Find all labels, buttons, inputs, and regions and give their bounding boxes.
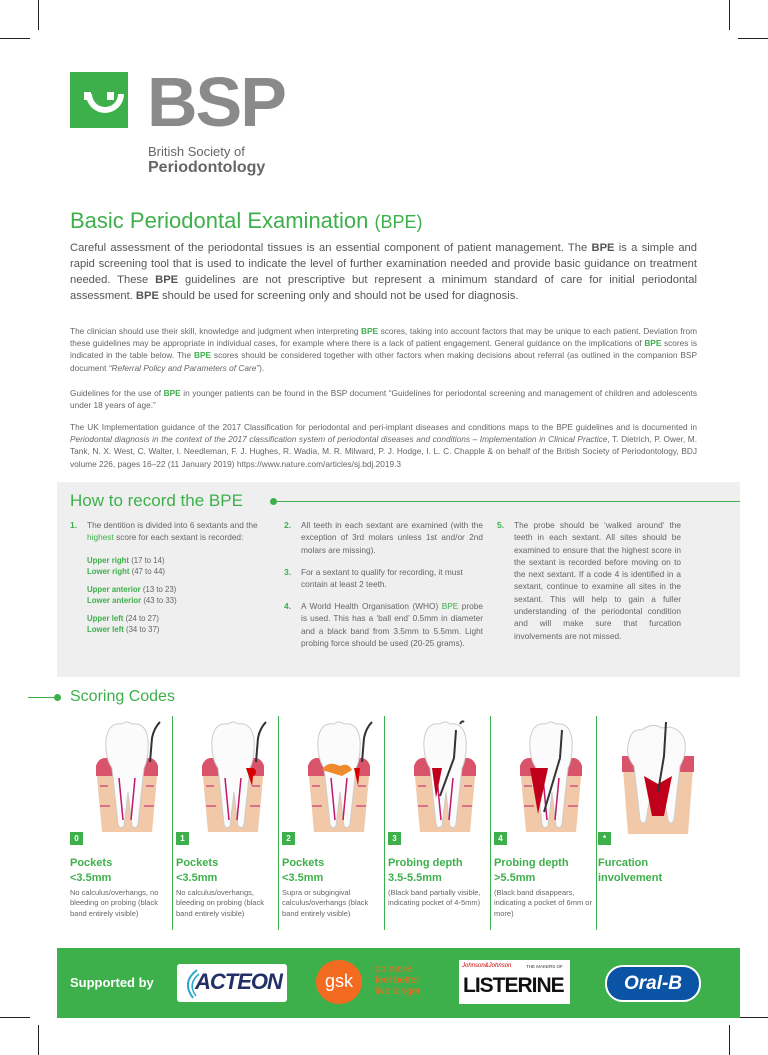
crop-mark xyxy=(38,0,39,30)
column-divider xyxy=(384,716,385,930)
record-item-4: A World Health Organisation (WHO) BPE probe is used. This has a ‘ball end’ 0.5mm in diameter and a black band from 3.5mm to 5.5mm. Light probing force should be used (20-25 grams). xyxy=(301,601,483,648)
item-number: 2. xyxy=(284,520,292,530)
column-divider xyxy=(596,716,597,930)
scoring-title: Scoring Codes xyxy=(70,688,175,705)
bsp-logo-icon xyxy=(70,72,128,128)
item-number: 5. xyxy=(497,520,505,530)
code-badge: 4 xyxy=(494,832,507,845)
item-number: 4. xyxy=(284,601,292,611)
code-title: Probing depth >5.5mm xyxy=(494,857,569,884)
crop-mark xyxy=(0,38,30,39)
column-divider xyxy=(172,716,173,930)
column-divider xyxy=(278,716,279,930)
crop-mark xyxy=(729,0,730,30)
supported-by-label: Supported by xyxy=(70,975,154,990)
tooth-code-2-illustration xyxy=(300,716,380,839)
code-title: Pockets <3.5mm xyxy=(282,857,325,884)
crop-mark xyxy=(38,1025,39,1055)
code-title: Pockets <3.5mm xyxy=(176,857,219,884)
crop-mark xyxy=(738,1017,768,1018)
item-number: 1. xyxy=(70,520,78,530)
page-title: Basic Periodontal Examination (BPE) xyxy=(70,208,423,233)
divider-line xyxy=(274,501,740,502)
sextant-list-a: Upper right (17 to 14) Lower right (47 to 44) xyxy=(87,556,165,576)
crop-mark xyxy=(0,1017,30,1018)
code-description: Supra or subgingival calculus/overhangs (black band entirely visible) xyxy=(282,888,369,918)
listerine-logo: Johnson&Johnson THE MAKERS OF LISTERINE xyxy=(459,960,570,1004)
logo-abbr: BSP xyxy=(147,63,285,141)
code-description: No calculus/overhangs, bleeding on probing (black band entirely visible) xyxy=(176,888,264,918)
sextant-list-c: Upper left (24 to 27) Lower left (34 to 37) xyxy=(87,614,160,634)
tooth-code-3-illustration xyxy=(406,716,486,839)
title-abbr: (BPE) xyxy=(374,212,423,232)
tooth-furcation-illustration xyxy=(618,716,698,839)
code-title: Probing depth 3.5-5.5mm xyxy=(388,857,463,884)
logo-line1: British Society of xyxy=(148,144,245,159)
logo-line2: Periodontology xyxy=(148,159,266,176)
gsk-tagline: do more feel better live longer xyxy=(375,964,421,997)
code-badge: 3 xyxy=(388,832,401,845)
divider-dot xyxy=(54,694,61,701)
code-description: (Black band disappears, indicating a pocket of 6mm or more) xyxy=(494,888,592,918)
code-badge: * xyxy=(598,832,611,845)
tooth-code-1-illustration xyxy=(194,716,274,839)
sextant-list-b: Upper anterior (13 to 23) Lower anterior (43 to 33) xyxy=(87,585,177,605)
crop-mark xyxy=(738,38,768,39)
code-description: (Black band partially visible, indicating pocket of 4-5mm) xyxy=(388,888,481,908)
column-divider xyxy=(490,716,491,930)
item-number: 3. xyxy=(284,567,292,577)
clinician-paragraph: The clinician should use their skill, knowledge and judgment when interpreting BPE scores, taking into account factors that may be unique to each patient. Deviation from these guidelines may be appropriate in individual cases, for example where there is a lack of patient engagement. General guidance on the implications of BPE scores is indicated in the table below. The BPE scores should be considered together with other factors when making decisions about referral (as outlined in the companion BSP document “Referral Policy and Parameters of Care”). xyxy=(70,326,697,373)
younger-patients-paragraph: Guidelines for the use of BPE in younger patients can be found in the BSP document “Guidelines for periodontal screening and management of children and adolescents under 18 years of age.” xyxy=(70,388,697,411)
implementation-paragraph: The UK Implementation guidance of the 2017 Classification for periodontal and peri-implant diseases and conditions maps to the BPE guidelines and is documented in Periodontal diagnosis in the context of the 2017 classification system of periodontal diseases and conditions – Implementation in Clinical Practice, T. Dietrich, P. Ower, M. Tank, N. X. West, C. Walter, I. Needleman, F. J. Hughes, R. Wadia, M. R. Milward, P. J. Hodge, I. L. C. Chapple & on behalf of the British Society of Periodontology, BDJ volume 226, pages 16–22 (11 January 2019) https://www.nature.com/articles/sj.bdj.2019.3 xyxy=(70,422,698,469)
code-title: Furcation involvement xyxy=(598,857,663,884)
acteon-logo: ACTEON xyxy=(177,964,287,1002)
record-item-2: All teeth in each sextant are examined (with the exception of 3rd molars unless 1st and/or 2nd molars are missing). xyxy=(301,520,483,555)
code-description: No calculus/overhangs, no bleeding on probing (black band entirely visible) xyxy=(70,888,159,918)
tooth-code-0-illustration xyxy=(88,716,168,839)
code-badge: 2 xyxy=(282,832,295,845)
code-title: Pockets <3.5mm xyxy=(70,857,113,884)
record-item-3: For a sextant to qualify for recording, it must contain at least 2 teeth. xyxy=(301,567,463,590)
gsk-logo: gsk xyxy=(316,960,362,1004)
code-badge: 1 xyxy=(176,832,189,845)
record-item-5: The probe should be ‘walked around’ the teeth in each sextant. All sites should be examined to ensure that the highest score in the sextant is recorded before moving on to the next sextant. If a code 4 is identified in a sextant, continue to examine all sites in the sextant. This will help to gain a fuller understanding of the periodontal condition and will make sure that furcation involvements are not missed. xyxy=(514,520,681,641)
tooth-code-4-illustration xyxy=(512,716,592,839)
record-item-1: The dentition is divided into 6 sextants and the highest score for each sextant is recorded: xyxy=(87,520,258,543)
intro-paragraph: Careful assessment of the periodontal tissues is an essential component of patient management. The BPE is a simple and rapid screening tool that is used to indicate the level of further examination needed and provide basic guidance on treatment needed. These BPE guidelines are not prescriptive but represent a minimum standard of care for initial periodontal assessment. BPE should be used for screening only and should not be used for diagnosis. xyxy=(70,242,698,302)
record-title: How to record the BPE xyxy=(70,491,243,510)
crop-mark xyxy=(729,1025,730,1055)
oralb-logo: Oral-B xyxy=(605,965,701,1002)
code-badge: 0 xyxy=(70,832,83,845)
